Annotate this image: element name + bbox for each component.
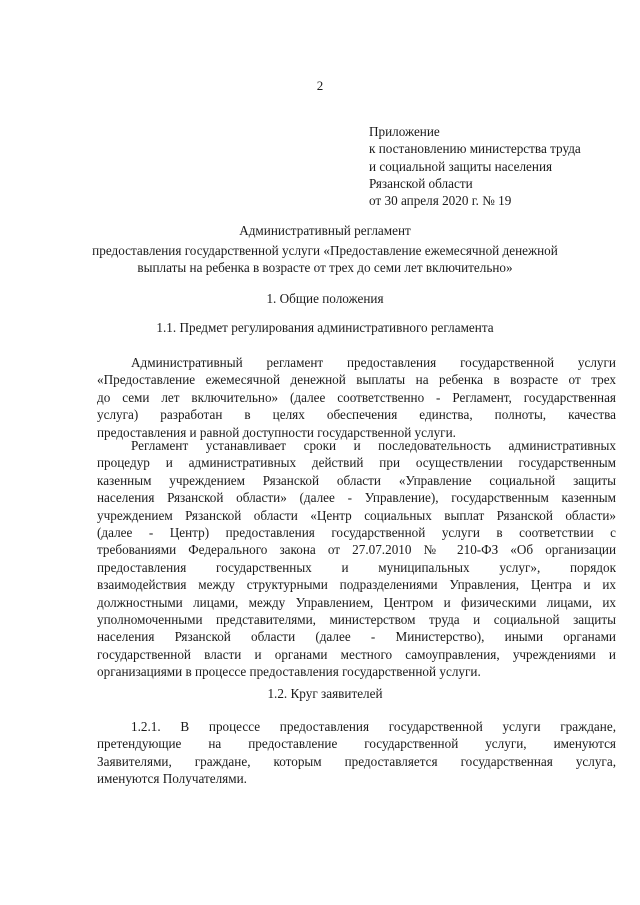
paragraph xyxy=(97,354,616,441)
paragraph-line: до семи лет включительно» (далее соответственно - Регламент, государственная xyxy=(97,389,616,405)
paragraph-line: услуга) разработан в целях обеспечения единства, полноты, качества xyxy=(97,407,616,423)
subtitle-line: выплаты на ребенка в возрасте от трех до семи лет включительно» xyxy=(137,260,513,275)
paragraph-line: населения Рязанской области» (далее - Управление), государственным казенным xyxy=(97,490,616,506)
paragraph-line: взаимодействия между структурными подразделениями Управления, Центра и их xyxy=(97,577,616,593)
subtitle-line: предоставления государственной услуги «Предоставление ежемесячной денежной xyxy=(92,243,558,258)
paragraph-line: Заявителями, граждане, которым предоставляется государственная услуга, xyxy=(97,753,616,769)
paragraph-line: уполномоченными представителями, министерством труда и социальной защиты xyxy=(97,611,616,627)
paragraph-line: «Предоставление ежемесячной денежной выплаты на ребенка в возрасте от трех xyxy=(97,372,616,388)
paragraph-line: процедур и административных действий при осуществлении государственным xyxy=(97,455,616,471)
paragraph-line: Регламент устанавливает сроки и последовательность административных xyxy=(131,438,616,453)
section-heading: 1. Общие положения xyxy=(266,291,384,306)
appendix-line: от 30 апреля 2020 г. № 19 xyxy=(369,193,512,209)
paragraph-line: 1.2.1. В процессе предоставления государственной услуги граждане, xyxy=(131,719,616,734)
subsection-heading: 1.1. Предмет регулирования административного регламента xyxy=(156,320,494,335)
paragraph xyxy=(97,718,616,788)
paragraph-line: (далее - Центр) предоставления государственной услуги в соответствии с xyxy=(97,524,616,540)
page-number: 2 xyxy=(316,78,324,93)
paragraph xyxy=(97,437,616,680)
appendix-line: Рязанской области xyxy=(369,175,473,191)
paragraph-line: требованиями Федерального закона от 27.07.2010 № 210-ФЗ «Об организации xyxy=(97,542,616,558)
appendix-line: к постановлению министерства труда xyxy=(369,141,581,157)
document-subtitle xyxy=(60,242,590,276)
appendix-line: Приложение xyxy=(369,124,440,139)
appendix-block xyxy=(369,123,581,209)
paragraph-line: учреждением Рязанской области «Центр социальных выплат Рязанской области» xyxy=(97,507,616,523)
paragraph-line: государственной власти и органами местного самоуправления, учреждениями и xyxy=(97,646,616,662)
paragraph-line: предоставления государственных и муниципальных услуг», порядок xyxy=(97,559,616,575)
paragraph-line: претендующие на предоставление государственной услуги, именуются xyxy=(97,736,616,752)
paragraph-line: казенным учреждением Рязанской области «Управление социальной защиты xyxy=(97,472,616,488)
paragraph-line: именуются Получателями. xyxy=(97,771,247,787)
paragraph-line: должностными лицами, между Управлением, Центром и физическими лицами, их xyxy=(97,594,616,610)
subsection-heading: 1.2. Круг заявителей xyxy=(267,686,383,701)
document-title: Административный регламент xyxy=(239,223,411,238)
appendix-line: и социальной защиты населения xyxy=(369,158,553,174)
paragraph-line: населения Рязанской области (далее - Министерство), иными органами xyxy=(97,629,616,645)
paragraph-line: Административный регламент предоставления государственной услуги xyxy=(131,355,616,370)
paragraph-line: предоставления и равной доступности государственной услуги. xyxy=(97,424,456,440)
paragraph-line: организациями в процессе предоставления государственной услуги. xyxy=(97,664,481,680)
